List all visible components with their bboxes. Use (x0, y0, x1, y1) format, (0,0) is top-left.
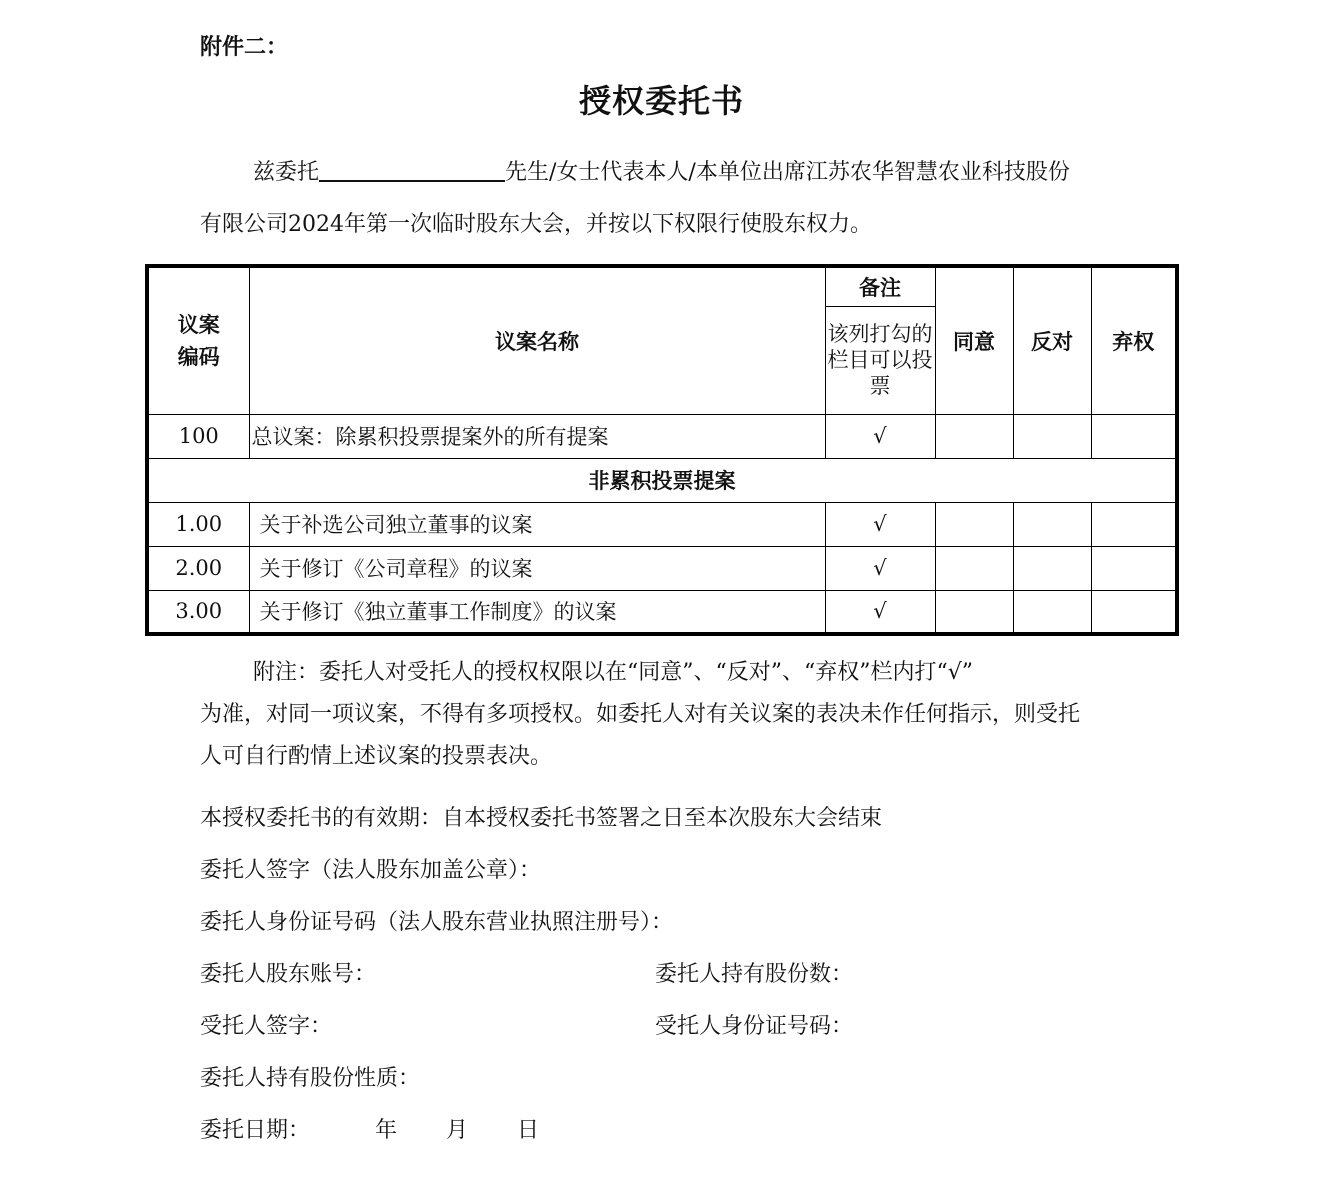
vote-agree-cell[interactable] (935, 590, 1013, 634)
row-remark-check: √ (825, 502, 935, 546)
intro-part-1: 兹委托 (253, 160, 320, 185)
intro-line-2: 有限公司2024年第一次临时股东大会，并按以下权限行使股东权力。 (200, 212, 872, 237)
header-code (147, 266, 249, 414)
row-name: 关于修订《公司章程》的议案 (249, 546, 825, 590)
vote-oppose-cell[interactable] (1013, 502, 1091, 546)
vote-agree-cell[interactable] (935, 546, 1013, 590)
header-remark-note: 该列打勾的栏目可以投票 (825, 306, 935, 414)
date-day-label: 日 (517, 1118, 540, 1143)
section-row (147, 458, 1177, 502)
principal-account-field[interactable]: 委托人股东账号： (200, 962, 377, 987)
row-name: 关于修订《独立董事工作制度》的议案 (249, 590, 825, 634)
table-row (147, 502, 1177, 546)
date-label: 委托日期： (200, 1118, 311, 1143)
vote-oppose-cell[interactable] (1013, 590, 1091, 634)
row-code: 2.00 (147, 546, 249, 590)
vote-agree-cell[interactable] (935, 502, 1013, 546)
header-agree: 同意 (935, 266, 1013, 414)
intro-part-2: 先生/女士代表本人/本单位出席江苏农华智慧农业科技股份 (505, 160, 1070, 185)
table-row (147, 590, 1177, 634)
row-code: 100 (147, 414, 249, 458)
proposal-table (145, 264, 1179, 636)
row-code: 3.00 (147, 590, 249, 634)
vote-oppose-cell[interactable] (1013, 414, 1091, 458)
row-remark-check: √ (825, 414, 935, 458)
intro-line-1 (253, 160, 1070, 185)
note-line-2: 为准，对同一项议案，不得有多项授权。如委托人对有关议案的表决未作任何指示，则受托 (200, 702, 1081, 727)
principal-signature-field[interactable]: 委托人签字（法人股东加盖公章）： (200, 858, 542, 883)
principal-id-field[interactable]: 委托人身份证号码（法人股东营业执照注册号）： (200, 910, 674, 935)
header-oppose: 反对 (1013, 266, 1091, 414)
row-remark-check: √ (825, 590, 935, 634)
row-name: 关于补选公司独立董事的议案 (249, 502, 825, 546)
share-nature-field[interactable]: 委托人持有股份性质： (200, 1066, 421, 1091)
attachment-label: 附件二： (200, 35, 289, 60)
principal-shares-field[interactable]: 委托人持有股份数： (655, 962, 854, 987)
date-year-label: 年 (375, 1118, 398, 1143)
row-name: 总议案：除累积投票提案外的所有提案 (249, 414, 825, 458)
vote-abstain-cell[interactable] (1091, 414, 1177, 458)
document-title: 授权委托书 (578, 82, 744, 120)
vote-oppose-cell[interactable] (1013, 546, 1091, 590)
agent-signature-field[interactable]: 受托人签字： (200, 1014, 333, 1039)
proxy-name-blank[interactable] (319, 160, 505, 182)
vote-agree-cell[interactable] (935, 414, 1013, 458)
note-line-1: 附注：委托人对受托人的授权权限以在“同意”、“反对”、“弃权”栏内打“√” (253, 660, 973, 685)
vote-abstain-cell[interactable] (1091, 590, 1177, 634)
header-abstain: 弃权 (1091, 266, 1177, 414)
validity-line: 本授权委托书的有效期：自本授权委托书签署之日至本次股东大会结束 (200, 806, 883, 831)
row-remark-check: √ (825, 546, 935, 590)
vote-abstain-cell[interactable] (1091, 546, 1177, 590)
vote-abstain-cell[interactable] (1091, 502, 1177, 546)
section-title: 非累积投票提案 (147, 458, 1177, 502)
header-code-text: 议案编码 (177, 312, 220, 369)
table-row (147, 546, 1177, 590)
agent-id-field[interactable]: 受托人身份证号码： (655, 1014, 854, 1039)
date-month-label: 月 (446, 1118, 469, 1143)
note-line-3: 人可自行酌情上述议案的投票表决。 (200, 744, 553, 769)
header-name: 议案名称 (249, 266, 825, 414)
header-remark: 备注 (825, 266, 935, 306)
row-code: 1.00 (147, 502, 249, 546)
table-row-total (147, 414, 1177, 458)
